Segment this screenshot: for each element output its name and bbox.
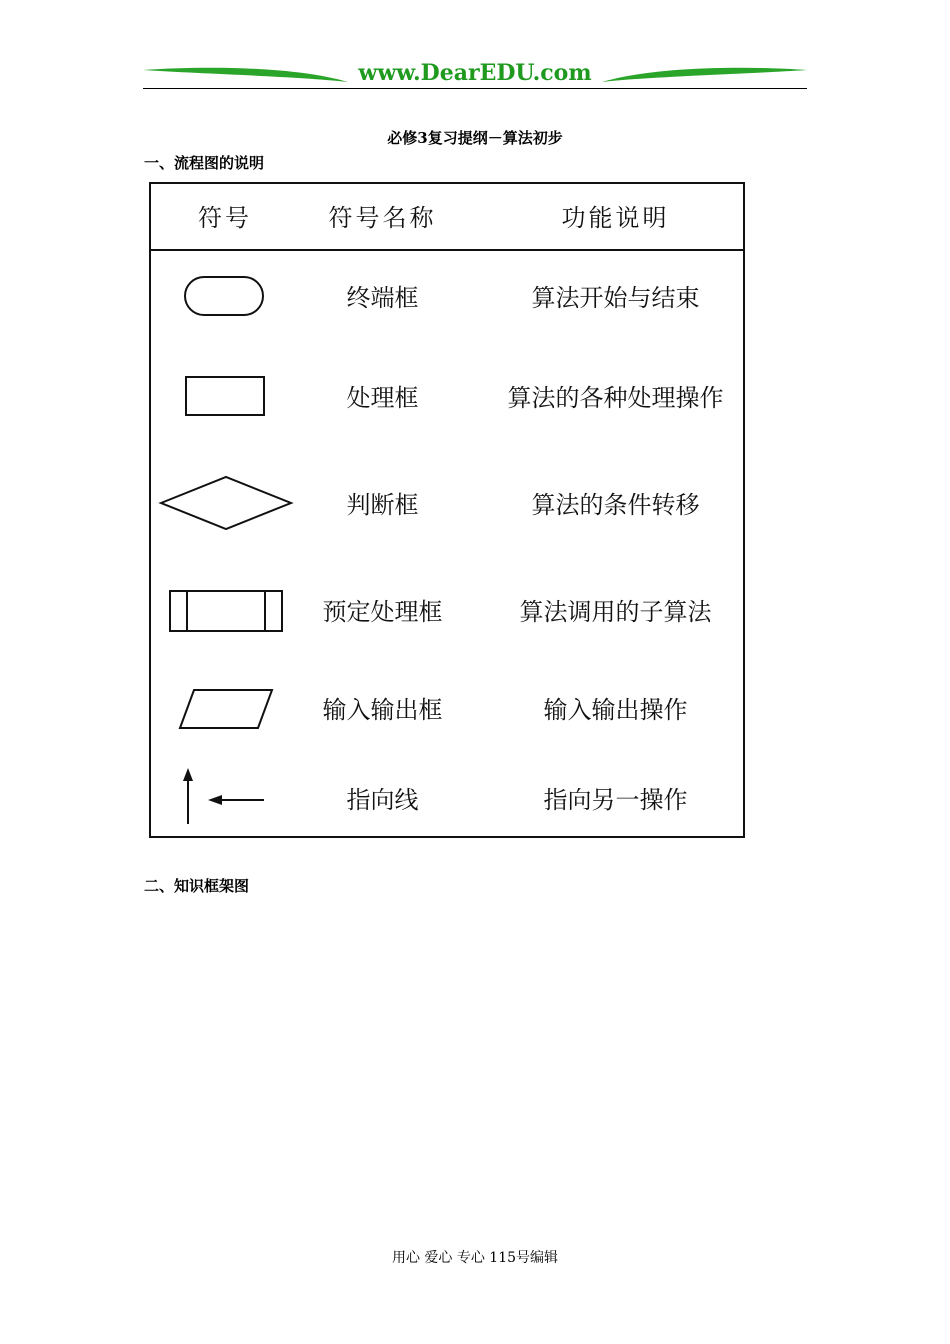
table-row-5-function: 输入输出操作 [543, 696, 688, 724]
flow-line-arrows-icon [178, 766, 268, 826]
input-output-symbol-icon [178, 688, 274, 730]
table-row-2-name: 处理框 [346, 384, 419, 412]
section-heading-framework: 二、知识框架图 [144, 877, 250, 895]
page-footer: 用心 爱心 专心 115号编辑 [391, 1250, 559, 1266]
table-row-3-function: 算法的条件转移 [531, 491, 700, 519]
table-header-divider [149, 249, 745, 251]
terminal-symbol-icon [183, 275, 265, 317]
table-row-6-name: 指向线 [346, 786, 419, 814]
table-row-1-name: 终端框 [346, 284, 419, 312]
table-row-2-function: 算法的各种处理操作 [507, 384, 724, 412]
process-symbol-icon [184, 375, 266, 417]
table-header-function: 功能说明 [561, 204, 670, 232]
table-row-4-function: 算法调用的子算法 [519, 598, 712, 626]
table-row-4-name: 预定处理框 [322, 598, 443, 626]
header-divider [143, 88, 807, 89]
document-title: 必修3复习提纲－算法初步 [387, 129, 563, 147]
table-header-name: 符号名称 [328, 204, 437, 232]
site-logo-text: www.DearEDU.com [358, 60, 592, 86]
table-row-5-name: 输入输出框 [322, 696, 443, 724]
decision-symbol-icon [158, 474, 294, 532]
table-row-1-function: 算法开始与结束 [531, 284, 700, 312]
table-row-6-function: 指向另一操作 [543, 786, 688, 814]
section-heading-flowchart: 一、流程图的说明 [144, 154, 265, 172]
predefined-process-symbol-icon [168, 589, 284, 633]
table-header-symbol: 符号 [198, 204, 252, 232]
table-row-3-name: 判断框 [346, 491, 419, 519]
